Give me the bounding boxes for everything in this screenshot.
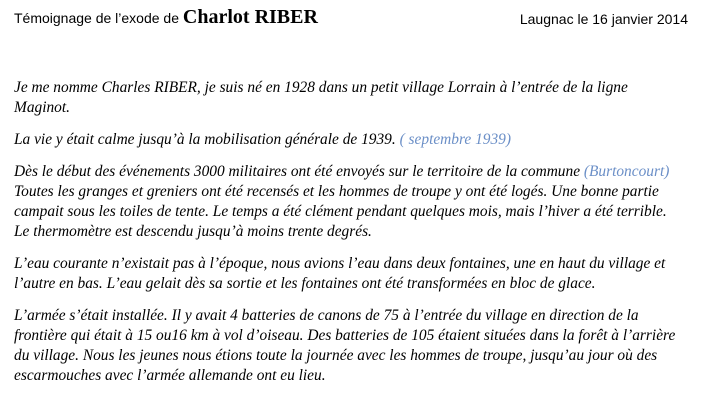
title-prefix: Témoignage de l’exode de bbox=[14, 10, 183, 26]
paragraph-5 bbox=[14, 306, 704, 386]
date-note: ( septembre 1939) bbox=[399, 131, 511, 148]
text-line: L’eau courante n’existait pas à l’époque, nous avions l’eau dans deux fontaines, une en haut du village et bbox=[14, 255, 666, 272]
paragraph-text: Dès le début des événements 3000 militaires ont été envoyés sur le territoire de la commune bbox=[14, 163, 584, 180]
text-line bbox=[14, 162, 704, 182]
text-line: escarmouches avec l’armée allemande ont eu lieu. bbox=[14, 367, 326, 384]
paragraph-3 bbox=[14, 162, 704, 242]
text-line: Toutes les granges et greniers ont été recensés et les hommes de troupe y ont été logés. Une bonne partie bbox=[14, 183, 659, 200]
paragraph-2 bbox=[14, 130, 704, 150]
text-line: Je me nomme Charles RIBER, je suis né en 1928 dans un petit village Lorrain à l’entrée de la ligne bbox=[14, 79, 628, 96]
text-line: frontière qui était à 15 ou16 km à vol d’oiseau. Des batteries de 105 étaient situées dans la forêt à l’arrière bbox=[14, 327, 676, 344]
document-header bbox=[14, 6, 704, 34]
testimony-body bbox=[14, 78, 704, 398]
place-note: (Burtoncourt) bbox=[583, 163, 670, 180]
place-date: Laugnac le 16 janvier 2014 bbox=[519, 11, 688, 27]
text-line: l’autre en bas. L’eau gelait dès sa sortie et les fontaines ont été transformées en bloc de glace. bbox=[14, 275, 596, 292]
text-line: campait sous les toiles de tente. Le temps a été clément pendant quelques mois, mais l’hiver a été terrible. bbox=[14, 203, 667, 220]
paragraph-text: La vie y était calme jusqu’à la mobilisation générale de 1939. bbox=[14, 131, 396, 148]
document-title bbox=[14, 6, 318, 29]
text-line: Le thermomètre est descendu jusqu’à moins trente degrés. bbox=[14, 223, 372, 240]
title-name: Charlot RIBER bbox=[182, 6, 318, 28]
text-line: du village. Nous les jeunes nous étions toute la journée avec les hommes de troupe, jusqu’au jour où des bbox=[14, 347, 658, 364]
text-line: L’armée s’était installée. Il y avait 4 batteries de canons de 75 à l’entrée du village en direction de la bbox=[14, 307, 639, 324]
paragraph-1 bbox=[14, 78, 704, 118]
paragraph-4 bbox=[14, 254, 704, 294]
text-line bbox=[14, 130, 704, 150]
text-line: Maginot. bbox=[14, 99, 71, 116]
